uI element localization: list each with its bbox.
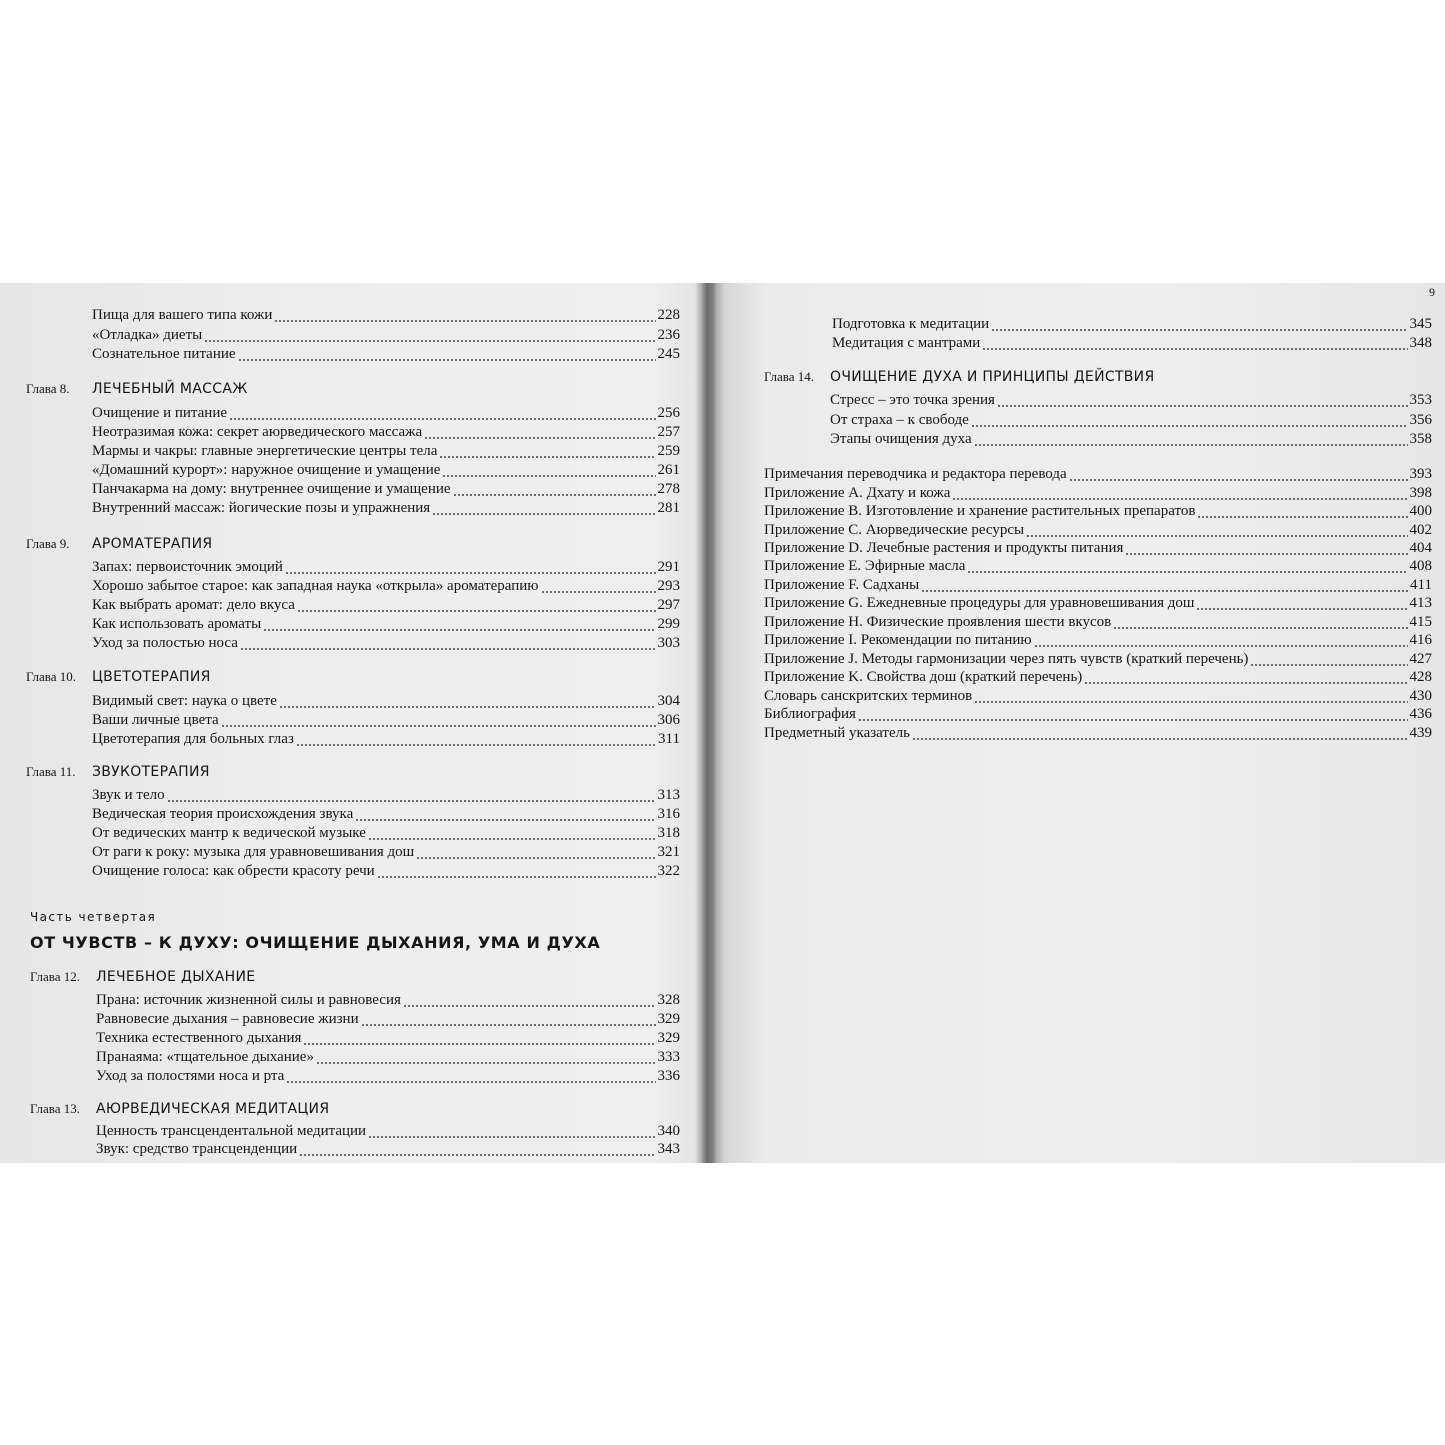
toc-entry: Предметный указатель 439	[764, 725, 1432, 741]
part-title: ОТ ЧУВСТВ – К ДУХУ: ОЧИЩЕНИЕ ДЫХАНИЯ, УМА И ДУХА	[30, 933, 601, 952]
left-page	[0, 283, 695, 1163]
toc-entry: Уход за полостью носа 303	[92, 635, 680, 651]
toc-entry: Звук: средство трансценденции 343	[96, 1141, 680, 1157]
book-gutter	[695, 283, 717, 1163]
toc-entry: Уход за полостями носа и рта 336	[96, 1068, 680, 1084]
chapter-heading: Глава 9. АРОМАТЕРАПИЯ	[26, 536, 213, 552]
toc-entry: Звук и тело 313	[92, 787, 680, 803]
toc-entry: От страха – к свободе 356	[830, 412, 1432, 428]
toc-entry: Ценность трансцендентальной медитации 340	[96, 1123, 680, 1139]
toc-entry: Приложение F. Садханы 411	[764, 577, 1432, 593]
toc-entry: Внутренний массаж: йогические позы и упражнения 281	[92, 500, 680, 516]
toc-entry: Этапы очищения духа 358	[830, 431, 1432, 447]
toc-entry: Мармы и чакры: главные энергетические центры тела 259	[92, 443, 680, 459]
toc-entry: Медитация с мантрами 348	[832, 335, 1432, 351]
toc-entry: Ваши личные цвета 306	[92, 712, 680, 728]
toc-entry: «Отладка» диеты 236	[92, 327, 680, 343]
toc-entry: От ведических мантр к ведической музыке 318	[92, 825, 680, 841]
toc-entry: «Домашний курорт»: наружное очищение и умащение 261	[92, 462, 680, 478]
chapter-heading: Глава 14. ОЧИЩЕНИЕ ДУХА И ПРИНЦИПЫ ДЕЙСТВИЯ	[764, 369, 1155, 385]
toc-entry: Очищение и питание 256	[92, 405, 680, 421]
toc-entry: Как выбрать аромат: дело вкуса 297	[92, 597, 680, 613]
page-number: 9	[1429, 285, 1435, 299]
chapter-heading: Глава 13. АЮРВЕДИЧЕСКАЯ МЕДИТАЦИЯ	[30, 1101, 330, 1117]
toc-entry: Ведическая теория происхождения звука 316	[92, 806, 680, 822]
toc-entry: Панчакарма на дому: внутреннее очищение и умащение 278	[92, 481, 680, 497]
right-page	[720, 283, 1445, 1163]
toc-entry: Пища для вашего типа кожи 228	[92, 307, 680, 323]
part-label: Часть четвертая	[30, 910, 157, 924]
toc-entry: Хорошо забытое старое: как западная наука «открыла» ароматерапию 293	[92, 578, 680, 594]
toc-entry: Приложение D. Лечебные растения и продукты питания 404	[764, 540, 1432, 556]
toc-entry: Приложение H. Физические проявления шести вкусов 415	[764, 614, 1432, 630]
chapter-heading: Глава 12. ЛЕЧЕБНОЕ ДЫХАНИЕ	[30, 969, 256, 985]
toc-entry: Как использовать ароматы 299	[92, 616, 680, 632]
book-spread	[0, 283, 1445, 1163]
toc-entry: Стресс – это точка зрения 353	[830, 392, 1432, 408]
toc-entry: Цветотерапия для больных глаз 311	[92, 731, 680, 747]
toc-entry: Приложение G. Ежедневные процедуры для уравновешивания дош 413	[764, 595, 1432, 611]
toc-entry: Приложение K. Свойства дош (краткий перечень) 428	[764, 669, 1432, 685]
toc-entry: Библиография 436	[764, 706, 1432, 722]
chapter-heading: Глава 10. ЦВЕТОТЕРАПИЯ	[26, 669, 211, 685]
toc-entry: Видимый свет: наука о цвете 304	[92, 693, 680, 709]
toc-entry: От раги к року: музыка для уравновешивания дош 321	[92, 844, 680, 860]
toc-entry: Приложение J. Методы гармонизации через пять чувств (краткий перечень) 427	[764, 651, 1432, 667]
toc-entry: Запах: первоисточник эмоций 291	[92, 559, 680, 575]
toc-entry: Подготовка к медитации 345	[832, 316, 1432, 332]
chapter-heading: Глава 8. ЛЕЧЕБНЫЙ МАССАЖ	[26, 381, 248, 397]
chapter-heading: Глава 11. ЗВУКОТЕРАПИЯ	[26, 764, 210, 780]
toc-entry: Примечания переводчика и редактора перевода 393	[764, 466, 1432, 482]
toc-entry: Приложение E. Эфирные масла 408	[764, 558, 1432, 574]
toc-entry: Приложение B. Изготовление и хранение растительных препаратов 400	[764, 503, 1432, 519]
toc-entry: Сознательное питание 245	[92, 346, 680, 362]
toc-entry: Словарь санскритских терминов 430	[764, 688, 1432, 704]
toc-entry: Техника естественного дыхания 329	[96, 1030, 680, 1046]
toc-entry: Пранаяма: «тщательное дыхание» 333	[96, 1049, 680, 1065]
toc-entry: Приложение A. Дхату и кожа 398	[764, 485, 1432, 501]
toc-entry: Неотразимая кожа: секрет аюрведического массажа 257	[92, 424, 680, 440]
toc-entry: Равновесие дыхания – равновесие жизни 329	[96, 1011, 680, 1027]
toc-entry: Приложение C. Аюрведические ресурсы 402	[764, 522, 1432, 538]
toc-entry: Приложение I. Рекомендации по питанию 416	[764, 632, 1432, 648]
toc-entry: Прана: источник жизненной силы и равновесия 328	[96, 992, 680, 1008]
toc-entry: Очищение голоса: как обрести красоту речи 322	[92, 863, 680, 879]
